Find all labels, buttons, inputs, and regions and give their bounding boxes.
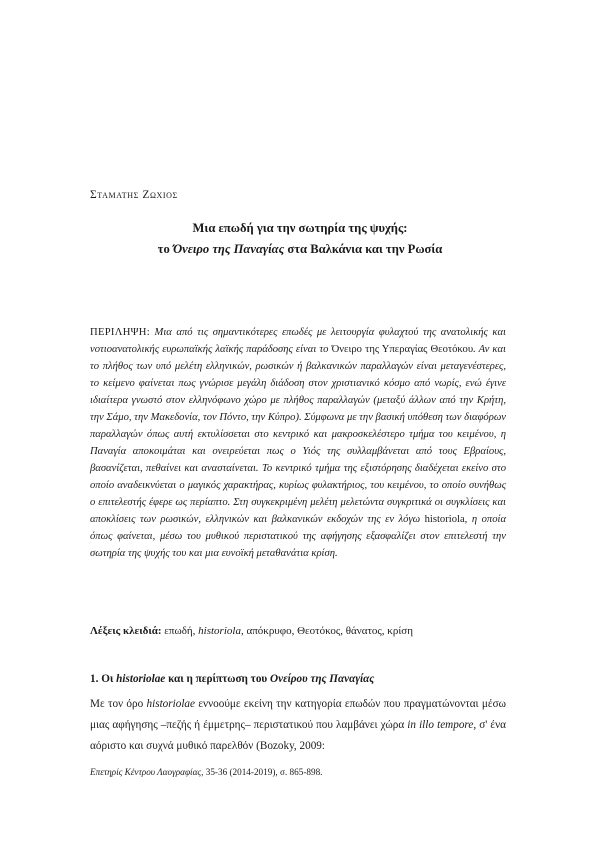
heading-italic: historiolae	[116, 673, 166, 685]
paper-title-line1: Μια επωδή για την σωτηρία της ψυχής:	[192, 221, 408, 235]
journal-citation	[90, 767, 322, 777]
heading-text: και η περίπτωση του	[165, 673, 271, 685]
heading-italic: Ονείρου της Παναγίας	[270, 673, 375, 685]
body-text: εννοούμε εκείνη την κατηγορία επωδών που πραγματώνονται μέσω μιας αφήγησης –πεζής ή έμμετρης– περιστατικού που λαμβάνει χώρα	[90, 698, 506, 731]
abstract-text-roman: historiola	[424, 514, 465, 525]
title-text: το	[157, 242, 173, 256]
title-italic: Όνειρο της Παναγίας	[172, 242, 285, 256]
keywords-italic: historiola	[198, 625, 241, 637]
keywords-label: Λέξεις κλειδιά:	[90, 625, 162, 637]
abstract-label: ΠΕΡΙΛΗΨΗ:	[90, 327, 150, 338]
heading-text: 1. Οι	[90, 673, 117, 685]
journal-name: Επετηρίς Κέντρου Λαογραφίας	[90, 767, 202, 777]
paper-title-line2	[80, 242, 520, 257]
abstract	[90, 324, 506, 562]
section-heading	[90, 673, 510, 685]
keywords	[90, 625, 506, 637]
body-italic: in illo tempore	[407, 719, 474, 731]
section-body	[90, 694, 506, 757]
author-name: Σταματης Ζωχιος	[90, 189, 178, 201]
body-italic: historiolae	[146, 698, 195, 710]
body-text: Με τον όρο	[90, 698, 147, 710]
abstract-text: . Αν και το πλήθος των υπό μελέτη ελληνικών, ρωσικών ή βαλκανικών παραλλαγών είναι μεταγενέστερες, το κείμενο φαίνεται πως γνώρισε μεγάλη διάδοση στον χριστιανικό κόσμο από νωρίς, ενώ έγινε ιδιαίτερα γνωστό στον ελληνόφωνο χώρο με πλήθος παραλλαγών (μεταξύ άλλων από την Κρήτη, την Σάμο, την Μακεδονία, τον Πόντο, την Κύπρο). Σύμφωνα με την βασική υπόθεση των διαφόρων παραλλαγών όπως αυτή εκτυλίσσεται στο κεντρικό και μακροσκελέστερο τμήμα του κειμένου, η Παναγία αποκοιμάται και ονειρεύεται πως ο Υιός της συλλαμβάνεται από τους Εβραίους, βασανίζεται, πεθαίνει και ανασταίνεται. Το κεντρικό τμήμα της εξιστόρησης διαδέχεται εκείνο στο οποίο αναδεικνύεται ο μαγικός χαρακτήρας, κυρίως φυλακτήριος, του κειμένου, το οποίο συνήθως ο επιτελεστής έφερε ως περίαπτο. Στη συγκεκριμένη μελέτη μελετώντα συγκριτικά οι συγκλίσεις και αποκλίσεις των ρωσικών, ελληνικών και βαλκανικών εκδοχών της εν λόγω	[90, 344, 506, 525]
body-text: , σ' ένα αόριστο και συχνά μυθικό παρελθόν (Bozoky, 2009:	[90, 719, 506, 752]
citation-details: , 35-36 (2014-2019), σ. 865-898.	[201, 767, 323, 777]
abstract-text-roman: Όνειρο της Υπεραγίας Θεοτόκου	[331, 344, 474, 355]
abstract-text: , η οποία όπως φαίνεται, μέσω του μυθικού περιστατικού της αφήγησης εξασφαλίζει στον επιτελεστή την σωτηρία της ψυχής του και μια ευνοϊκή μεταθανάτια κρίση.	[90, 514, 507, 559]
keywords-text: , απόκρυφο, Θεοτόκος, θάνατος, κρίση	[240, 625, 413, 637]
abstract-text: Μια από τις σημαντικότερες επωδές με λειτουργία φυλαχτού της ανατολικής και νοτιοανατολικής ευρωπαϊκής λαϊκής παράδοσης είναι το	[90, 327, 506, 355]
title-text: στα Βαλκάνια και την Ρωσία	[284, 242, 443, 256]
keywords-text: επωδή,	[161, 625, 199, 637]
